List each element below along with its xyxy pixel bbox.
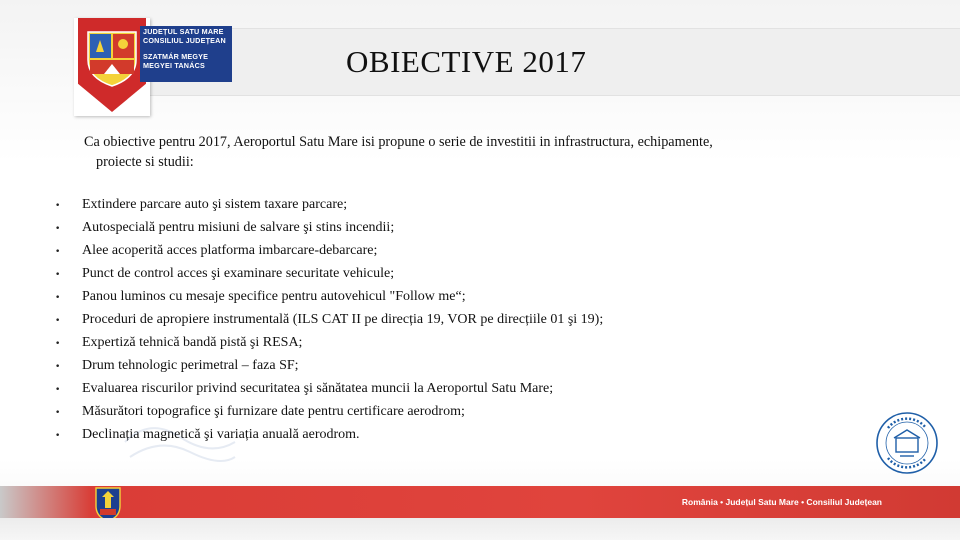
- list-item-text: Punct de control acces şi examinare securitate vehicule;: [82, 266, 395, 281]
- list-item: [55, 381, 835, 404]
- logo-line: JUDEȚUL SATU MARE: [143, 27, 224, 36]
- logo-line: MEGYEI TANÁCS: [143, 61, 205, 70]
- list-item-text: Autospecială pentru misiuni de salvare şi stins incendii;: [82, 220, 395, 235]
- list-item: [55, 335, 835, 358]
- bottom-strip: [0, 518, 960, 540]
- list-item-text: Evaluarea riscurilor privind securitatea şi sănătatea muncii la Aeroportul Satu Mare;: [82, 381, 554, 396]
- airport-map-watermark-icon: [120, 412, 240, 472]
- list-item-text: Extindere parcare auto şi sistem taxare parcare;: [82, 197, 348, 212]
- list-item: [55, 266, 835, 289]
- footer-gradient-edge: [0, 486, 90, 518]
- romania-coat-of-arms-icon: [94, 484, 122, 522]
- list-item-text: Declinația magnetică şi variația anuală aerodrom.: [82, 427, 360, 442]
- logo-line: SZATMÁR MEGYE: [143, 52, 209, 61]
- bullet: •: [55, 201, 61, 211]
- list-item: [55, 243, 835, 266]
- bullet: •: [55, 247, 61, 257]
- list-item-text: Proceduri de apropiere instrumentală (ILS CAT II pe direcția 19, VOR pe direcțiile 01 şi 19);: [82, 312, 604, 327]
- bullet: •: [55, 316, 61, 326]
- bullet: •: [55, 362, 61, 372]
- bullet: •: [55, 270, 61, 280]
- list-item: [55, 197, 835, 220]
- bullet: •: [55, 339, 61, 349]
- intro-paragraph: [84, 132, 884, 172]
- intro-line-1: Ca obiective pentru 2017, Aeroportul Satu Mare isi propune o serie de investitii in infrastructura, echipamente,: [84, 134, 713, 150]
- list-item: [55, 289, 835, 312]
- satu-mare-airport-logo-icon: [874, 410, 940, 476]
- list-item: [55, 220, 835, 243]
- list-item-text: Măsurători topografice şi furnizare date pentru certificare aerodrom;: [82, 404, 465, 419]
- bullet: •: [55, 431, 61, 441]
- bullet: •: [55, 224, 61, 234]
- page-title: OBIECTIVE 2017: [346, 44, 587, 79]
- list-item: [55, 312, 835, 335]
- list-item-text: Drum tehnologic perimetral – faza SF;: [82, 358, 299, 373]
- logo-line: CONSILIUL JUDEȚEAN: [143, 36, 226, 45]
- intro-line-2: proiecte si studii:: [96, 154, 194, 170]
- bullet: •: [55, 293, 61, 303]
- bullet: •: [55, 408, 61, 418]
- list-item: [55, 358, 835, 381]
- list-item-text: Alee acoperită acces platforma imbarcare-debarcare;: [82, 243, 378, 258]
- bullet: •: [55, 385, 61, 395]
- list-item-text: Expertiză tehnică bandă pistă şi RESA;: [82, 335, 303, 350]
- county-coat-of-arms-icon: [84, 26, 140, 88]
- county-logo-text: [143, 27, 233, 70]
- list-item-text: Panou luminos cu mesaje specifice pentru autovehicul "Follow me“;: [82, 289, 466, 304]
- footer-text: România • Județul Satu Mare • Consiliul Județean: [681, 497, 882, 507]
